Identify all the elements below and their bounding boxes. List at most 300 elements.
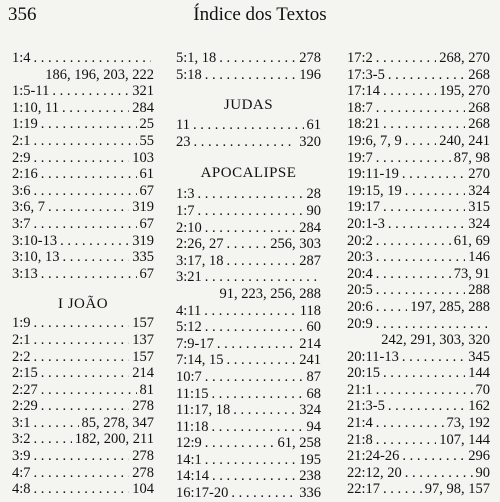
index-entry bbox=[12, 183, 154, 200]
index-entry-reference: 20:2 bbox=[347, 232, 373, 249]
dot-leader bbox=[194, 134, 297, 151]
index-entry-pages: 61, 69 bbox=[453, 232, 490, 249]
index-entry bbox=[12, 100, 154, 117]
index-entry-reference: 2:1 bbox=[12, 331, 31, 348]
dot-leader bbox=[205, 319, 304, 336]
dot-leader bbox=[383, 116, 465, 133]
index-entry-reference: 17:3-5 bbox=[347, 66, 385, 83]
index-entry bbox=[347, 150, 490, 167]
index-entry bbox=[347, 100, 490, 117]
index-entry-reference: 3:9 bbox=[12, 448, 31, 465]
dot-leader bbox=[41, 365, 129, 382]
index-entry-pages: 278 bbox=[299, 50, 321, 66]
index-entry-pages: 238 bbox=[299, 468, 321, 485]
index-entry-reference: 11:17, 18 bbox=[176, 402, 231, 419]
index-entry-reference: 17:2 bbox=[347, 50, 373, 66]
dot-leader bbox=[383, 199, 465, 216]
index-entry-reference: 3:13 bbox=[12, 265, 38, 282]
index-column-1 bbox=[12, 50, 154, 498]
index-entry bbox=[347, 233, 490, 250]
index-entry-reference: 1:3 bbox=[176, 186, 195, 203]
index-entry-reference: 5:12 bbox=[176, 319, 202, 336]
index-entry-pages: 315 bbox=[468, 199, 490, 216]
index-entry-pages: 73, 91 bbox=[453, 265, 490, 282]
index-entry-pages: 196 bbox=[299, 66, 321, 83]
index-entry-reference: 3:6, 7 bbox=[12, 199, 46, 216]
index-entry-reference: 10:7 bbox=[176, 368, 202, 385]
dot-leader bbox=[198, 186, 304, 203]
index-entry bbox=[347, 448, 490, 465]
index-entry bbox=[12, 365, 154, 382]
index-entry-pages-continued: 186, 196, 203, 222 bbox=[45, 66, 154, 83]
index-entry bbox=[347, 398, 490, 415]
index-entry-pages: 70 bbox=[475, 381, 490, 398]
index-entry-pages: 61 bbox=[139, 166, 154, 183]
index-entry bbox=[176, 220, 321, 237]
dot-leader bbox=[405, 133, 436, 150]
index-entry-reference: 19:17 bbox=[347, 199, 381, 216]
index-entry-reference: 2:16 bbox=[12, 166, 38, 183]
dot-leader bbox=[34, 465, 130, 482]
dot-leader bbox=[217, 336, 296, 353]
index-entry bbox=[12, 150, 154, 167]
index-entry-pages: 97, 98, 157 bbox=[424, 481, 490, 498]
index-entry-pages: 336 bbox=[299, 485, 321, 502]
index-entry-reference: 21:1 bbox=[347, 381, 373, 398]
index-entry-pages: 324 bbox=[468, 215, 490, 232]
index-entry-reference: 2:26, 27 bbox=[176, 236, 224, 253]
index-entry bbox=[176, 352, 321, 369]
index-entry bbox=[176, 203, 321, 220]
index-entry-pages: 137 bbox=[132, 331, 154, 348]
index-entry-reference: 20:5 bbox=[347, 282, 373, 299]
index-entry-reference: 20:4 bbox=[347, 265, 373, 282]
dot-leader bbox=[193, 117, 304, 134]
index-entry-pages: 162 bbox=[468, 398, 490, 415]
index-entry-reference: 3:1 bbox=[12, 414, 31, 431]
dot-leader bbox=[402, 349, 465, 366]
dot-leader bbox=[212, 419, 304, 436]
index-entry-pages: 195 bbox=[299, 451, 321, 468]
dot-leader bbox=[205, 369, 304, 386]
dot-leader bbox=[34, 349, 130, 366]
dot-leader bbox=[383, 83, 436, 100]
index-entry-reference: 1:7 bbox=[176, 202, 195, 219]
index-entry-pages: 296 bbox=[468, 448, 490, 465]
index-entry bbox=[12, 415, 154, 432]
index-entry bbox=[12, 233, 154, 250]
index-entry bbox=[12, 382, 154, 399]
index-column-3 bbox=[347, 50, 490, 498]
dot-leader bbox=[34, 50, 151, 67]
index-entry bbox=[176, 236, 321, 253]
dot-leader bbox=[34, 481, 130, 498]
index-entry-reference: 11:18 bbox=[176, 418, 209, 435]
index-entry bbox=[347, 382, 490, 399]
index-entry-reference: 17:14 bbox=[347, 83, 381, 100]
index-entry-pages: 94 bbox=[306, 418, 321, 435]
index-entry bbox=[347, 282, 490, 299]
index-entry-pages: 324 bbox=[468, 182, 490, 199]
index-entry-pages: 335 bbox=[132, 249, 154, 266]
dot-leader bbox=[34, 448, 130, 465]
index-entry bbox=[12, 50, 154, 67]
index-entry bbox=[176, 369, 321, 386]
dot-leader bbox=[62, 100, 129, 117]
index-entry-reference: 1:5-11 bbox=[12, 83, 50, 100]
index-entry-pages: 278 bbox=[132, 398, 154, 415]
index-entry bbox=[347, 249, 490, 266]
index-entry bbox=[12, 448, 154, 465]
index-entry-reference: 3:17, 18 bbox=[176, 252, 224, 269]
index-entry-pages: 81 bbox=[139, 381, 154, 398]
index-entry-reference: 7:9-17 bbox=[176, 335, 214, 352]
dot-leader bbox=[227, 352, 297, 369]
dot-leader bbox=[402, 448, 465, 465]
index-entry-reference: 7:14, 15 bbox=[176, 352, 224, 369]
index-entry-reference: 1:9 bbox=[12, 315, 31, 332]
index-entry-reference: 19:7 bbox=[347, 149, 373, 166]
index-entry-pages: 68 bbox=[306, 385, 321, 402]
index-entry-pages: 284 bbox=[132, 99, 154, 116]
index-entry-pages: 85, 278, 347 bbox=[81, 414, 154, 431]
dot-leader bbox=[231, 485, 296, 502]
index-entry-pages: 195, 270 bbox=[439, 83, 490, 100]
index-entry bbox=[176, 319, 321, 336]
dot-leader bbox=[205, 220, 296, 237]
index-entry-pages: 60 bbox=[306, 319, 321, 336]
index-entry bbox=[347, 316, 490, 333]
dot-leader bbox=[227, 236, 268, 253]
index-entry-reference: 4:7 bbox=[12, 464, 31, 481]
dot-leader bbox=[233, 402, 296, 419]
dot-leader bbox=[376, 282, 465, 299]
dot-leader bbox=[204, 303, 297, 320]
dot-leader bbox=[41, 166, 137, 183]
index-entry-pages: 67 bbox=[139, 265, 154, 282]
dot-leader bbox=[34, 431, 72, 448]
index-entry-pages: 268 bbox=[468, 99, 490, 116]
index-entry-pages: 61, 258 bbox=[277, 435, 321, 452]
index-entry bbox=[176, 134, 321, 151]
index-entry bbox=[347, 67, 490, 84]
index-entry-reference: 18:21 bbox=[347, 116, 381, 133]
index-entry-pages: 61 bbox=[306, 117, 321, 134]
index-entry-pages: 87 bbox=[306, 368, 321, 385]
index-entry bbox=[12, 199, 154, 216]
index-entry-reference: 19:15, 19 bbox=[347, 182, 402, 199]
index-entry bbox=[176, 336, 321, 353]
index-entry-reference: 22:12, 20 bbox=[347, 464, 402, 481]
index-entry-reference: 1:10, 11 bbox=[12, 99, 59, 116]
index-entry-pages: 73, 192 bbox=[446, 415, 490, 432]
dot-leader bbox=[376, 233, 451, 250]
section-heading-apocalipse: APOCALIPSE bbox=[200, 165, 297, 182]
index-entry bbox=[347, 465, 490, 482]
dot-leader bbox=[376, 415, 444, 432]
index-entry-reference: 21:8 bbox=[347, 431, 373, 448]
index-entry bbox=[176, 452, 321, 469]
index-entry-reference: 20:11-13 bbox=[347, 348, 399, 365]
dot-leader bbox=[383, 481, 422, 498]
index-entry-reference: 23 bbox=[176, 133, 191, 150]
index-entry-reference: 14:1 bbox=[176, 451, 202, 468]
index-entry-pages: 278 bbox=[132, 464, 154, 481]
index-entry-pages: 157 bbox=[132, 348, 154, 365]
dot-leader bbox=[376, 382, 473, 399]
dot-leader bbox=[52, 83, 129, 100]
index-entry-reference: 2:27 bbox=[12, 381, 38, 398]
dot-leader bbox=[48, 199, 129, 216]
index-entry-reference: 3:2 bbox=[12, 431, 31, 448]
index-entry-pages: 28 bbox=[306, 186, 321, 203]
index-entry bbox=[347, 432, 490, 449]
dot-leader bbox=[34, 150, 130, 167]
index-entry bbox=[12, 349, 154, 366]
entry-group bbox=[176, 50, 321, 83]
dot-leader bbox=[376, 100, 465, 117]
page-title: Índice dos Textos bbox=[193, 4, 327, 25]
index-entry bbox=[12, 332, 154, 349]
index-entry-pages: 288 bbox=[468, 282, 490, 299]
index-entry-reference: 19:6, 7, 9 bbox=[347, 132, 402, 149]
index-entry bbox=[347, 349, 490, 366]
index-entry-reference: 4:8 bbox=[12, 481, 31, 498]
index-entry bbox=[176, 50, 321, 67]
index-entry-reference: 5:1, 18 bbox=[176, 50, 217, 66]
index-entry-pages: 270 bbox=[468, 166, 490, 183]
index-entry-pages: 319 bbox=[132, 199, 154, 216]
index-entry-pages: 197, 285, 288 bbox=[410, 298, 490, 315]
index-entry bbox=[347, 266, 490, 283]
dot-leader bbox=[34, 183, 137, 200]
entry-group bbox=[176, 186, 321, 501]
index-entry-pages: 103 bbox=[132, 149, 154, 166]
index-entry-reference: 2:15 bbox=[12, 365, 38, 382]
index-entry-pages: 268 bbox=[468, 66, 490, 83]
index-entry bbox=[12, 315, 154, 332]
dot-leader bbox=[376, 249, 465, 266]
dot-leader bbox=[205, 452, 296, 469]
index-entry bbox=[12, 116, 154, 133]
dot-leader bbox=[376, 316, 487, 333]
dot-leader bbox=[41, 398, 129, 415]
index-entry-reference: 20:9 bbox=[347, 315, 373, 332]
dot-leader bbox=[41, 266, 137, 283]
index-entry-pages: 55 bbox=[139, 132, 154, 149]
index-entry-reference: 3:21 bbox=[176, 269, 202, 286]
dot-leader bbox=[41, 116, 137, 133]
index-entry-reference: 2:29 bbox=[12, 398, 38, 415]
entry-group bbox=[347, 50, 490, 498]
dot-leader bbox=[219, 50, 296, 67]
index-entry-reference: 3:7 bbox=[12, 215, 31, 232]
index-entry-pages: 25 bbox=[139, 116, 154, 133]
index-entry-reference: 1:19 bbox=[12, 116, 38, 133]
index-entry-pages: 157 bbox=[132, 315, 154, 332]
index-entry-pages: 67 bbox=[139, 182, 154, 199]
index-entry-pages: 241 bbox=[299, 352, 321, 369]
index-entry bbox=[347, 481, 490, 498]
index-entry-reference: 18:7 bbox=[347, 99, 373, 116]
index-entry-pages: 182, 200, 211 bbox=[74, 431, 154, 448]
index-entry bbox=[347, 216, 490, 233]
index-entry-reference: 3:6 bbox=[12, 182, 31, 199]
dot-leader bbox=[376, 50, 436, 67]
index-entry bbox=[12, 216, 154, 233]
index-entry bbox=[176, 435, 321, 452]
index-entry-pages: 278 bbox=[132, 448, 154, 465]
index-entry bbox=[347, 365, 490, 382]
index-entry bbox=[176, 419, 321, 436]
index-entry-reference: 4:11 bbox=[176, 302, 202, 319]
index-entry bbox=[347, 415, 490, 432]
index-entry bbox=[176, 485, 321, 502]
index-entry bbox=[347, 299, 490, 316]
index-entry-reference: 21:24-26 bbox=[347, 448, 400, 465]
dot-leader bbox=[34, 415, 79, 432]
dot-leader bbox=[34, 315, 130, 332]
dot-leader bbox=[212, 468, 296, 485]
index-entry bbox=[176, 402, 321, 419]
index-entry bbox=[176, 269, 321, 286]
index-entry-reference: 21:3-5 bbox=[347, 398, 385, 415]
index-entry-reference: 5:18 bbox=[176, 66, 202, 83]
index-entry bbox=[12, 133, 154, 150]
index-entry-pages: 90 bbox=[306, 202, 321, 219]
dot-leader bbox=[388, 398, 465, 415]
entry-group bbox=[12, 315, 154, 498]
index-entry-reference: 11 bbox=[176, 117, 190, 134]
index-entry-reference: 21:4 bbox=[347, 415, 373, 432]
index-entry bbox=[12, 266, 154, 283]
dot-leader bbox=[34, 332, 130, 349]
index-entry-pages: 287 bbox=[299, 252, 321, 269]
section-heading-i-joao: I JOÃO bbox=[57, 296, 109, 313]
index-entry bbox=[12, 83, 154, 100]
dot-leader bbox=[60, 233, 129, 250]
index-entry-pages: 118 bbox=[299, 302, 321, 319]
dot-leader bbox=[388, 216, 465, 233]
index-column-2 bbox=[176, 50, 321, 502]
dot-leader bbox=[205, 269, 318, 286]
index-entry-pages: 104 bbox=[132, 481, 154, 498]
dot-leader bbox=[405, 183, 465, 200]
index-entry-reference: 11:15 bbox=[176, 385, 209, 402]
index-entry-pages: 240, 241 bbox=[439, 132, 490, 149]
index-entry-pages: 319 bbox=[132, 232, 154, 249]
index-entry bbox=[347, 166, 490, 183]
dot-leader bbox=[405, 465, 473, 482]
index-entry bbox=[176, 186, 321, 203]
dot-leader bbox=[205, 435, 275, 452]
index-entry-reference: 2:1 bbox=[12, 132, 31, 149]
dot-leader bbox=[376, 299, 407, 316]
index-entry-reference: 20:6 bbox=[347, 298, 373, 315]
section-heading-judas: JUDAS bbox=[223, 97, 274, 114]
index-entry-reference: 16:17-20 bbox=[176, 485, 229, 502]
index-entry bbox=[347, 50, 490, 67]
index-entry-pages: 321 bbox=[132, 83, 154, 100]
dot-leader bbox=[34, 216, 137, 233]
index-entry-reference: 19:11-19 bbox=[347, 166, 399, 183]
index-entry-reference: 2:10 bbox=[176, 219, 202, 236]
dot-leader bbox=[41, 382, 137, 399]
index-entry bbox=[12, 465, 154, 482]
index-entry-reference: 2:9 bbox=[12, 149, 31, 166]
index-entry-pages: 268 bbox=[468, 116, 490, 133]
index-entry-reference: 20:15 bbox=[347, 365, 381, 382]
index-entry bbox=[347, 133, 490, 150]
index-entry-reference: 22:17 bbox=[347, 481, 381, 498]
index-entry-reference: 20:1-3 bbox=[347, 215, 385, 232]
index-entry-pages: 284 bbox=[299, 219, 321, 236]
dot-leader bbox=[376, 432, 436, 449]
index-entry bbox=[347, 116, 490, 133]
index-entry-pages: 256, 303 bbox=[270, 236, 321, 253]
index-entry-pages-continued: 242, 291, 303, 320 bbox=[381, 332, 490, 349]
index-entry-pages: 146 bbox=[468, 249, 490, 266]
dot-leader bbox=[402, 166, 465, 183]
index-entry-pages: 67 bbox=[139, 215, 154, 232]
index-entry-pages: 90 bbox=[475, 464, 490, 481]
index-entry-reference: 14:14 bbox=[176, 468, 210, 485]
index-entry bbox=[347, 199, 490, 216]
index-entry-reference: 3:10, 13 bbox=[12, 249, 60, 266]
index-entry-pages: 324 bbox=[299, 402, 321, 419]
index-entry bbox=[12, 249, 154, 266]
index-entry bbox=[176, 468, 321, 485]
index-entry bbox=[12, 481, 154, 498]
index-entry-pages: 107, 144 bbox=[439, 431, 490, 448]
index-entry-pages: 144 bbox=[468, 365, 490, 382]
dot-leader bbox=[227, 253, 297, 270]
index-entry-reference: 20:3 bbox=[347, 249, 373, 266]
dot-leader bbox=[383, 365, 465, 382]
entry-group bbox=[176, 117, 321, 150]
index-entry-pages-continued: 91, 223, 256, 288 bbox=[219, 285, 321, 302]
index-entry-reference: 2:2 bbox=[12, 348, 31, 365]
dot-leader bbox=[212, 386, 304, 403]
dot-leader bbox=[205, 67, 296, 84]
index-entry-pages: 268, 270 bbox=[439, 50, 490, 66]
dot-leader bbox=[376, 266, 451, 283]
index-entry bbox=[176, 117, 321, 134]
index-entry bbox=[176, 303, 321, 320]
index-entry-reference: 12:9 bbox=[176, 435, 202, 452]
index-entry bbox=[347, 183, 490, 200]
index-entry-reference: 3:10-13 bbox=[12, 232, 58, 249]
index-entry bbox=[12, 166, 154, 183]
index-entry-pages: 320 bbox=[299, 133, 321, 150]
entry-group bbox=[12, 50, 154, 282]
index-entry-pages: 214 bbox=[299, 335, 321, 352]
index-entry bbox=[176, 67, 321, 84]
index-entry-pages: 214 bbox=[132, 365, 154, 382]
index-entry-pages: 87, 98 bbox=[453, 149, 490, 166]
dot-leader bbox=[63, 249, 130, 266]
index-entry bbox=[176, 253, 321, 270]
index-entry-pages: 345 bbox=[468, 348, 490, 365]
index-entry bbox=[347, 83, 490, 100]
page-number: 356 bbox=[8, 4, 37, 25]
dot-leader bbox=[198, 203, 304, 220]
dot-leader bbox=[388, 67, 465, 84]
dot-leader bbox=[34, 133, 137, 150]
index-entry bbox=[12, 398, 154, 415]
dot-leader bbox=[376, 150, 451, 167]
index-entry bbox=[12, 431, 154, 448]
